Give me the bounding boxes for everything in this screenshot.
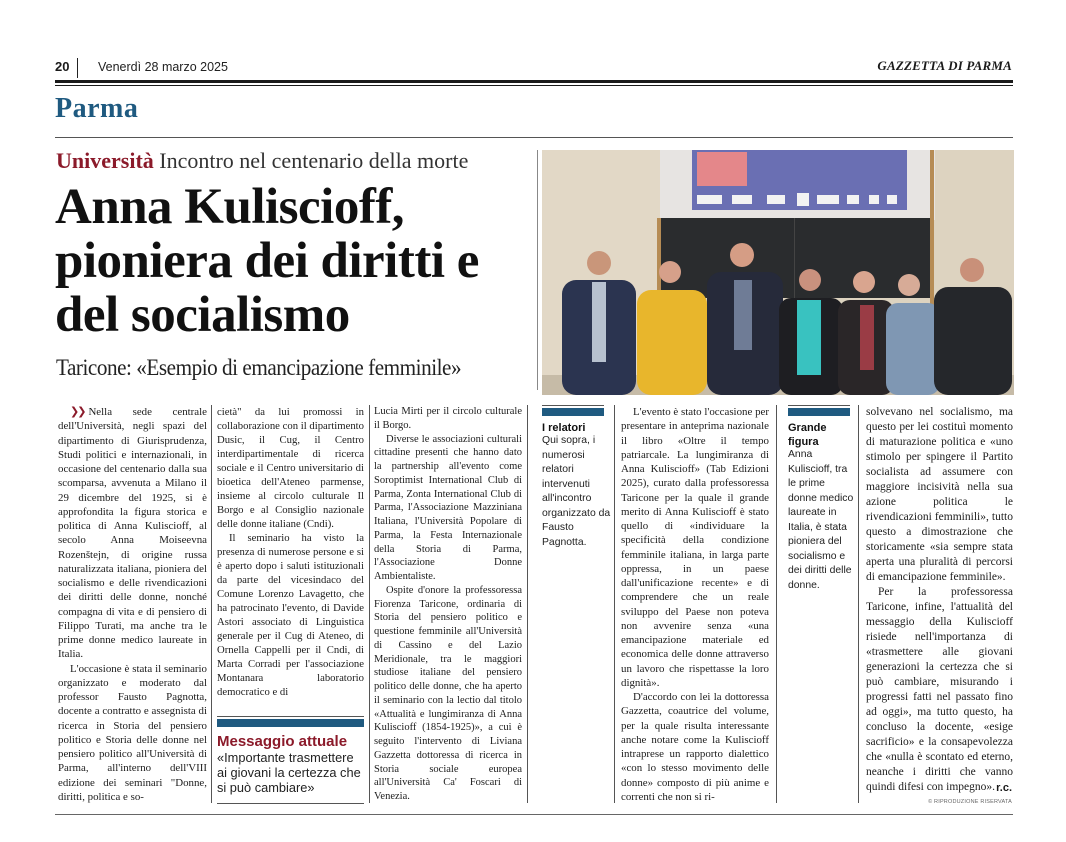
column-divider bbox=[858, 405, 859, 803]
caption-rule bbox=[788, 405, 850, 406]
caption-title: Grande figura bbox=[788, 422, 827, 448]
paragraph: solvevano nel socialismo, ma questo per lei costituì momento di maturazione politica e «uno stimolo per spingere il Partito socialista ad assumere con maggiore incisività nella sua azione politica le rivendicazioni femminili», tutto questo a dimostrazione che storicamente «sia sempre stata aperta una pluralità di percorsi di emancipazione femminile». bbox=[866, 406, 1013, 583]
caption-text: Qui sopra, i numerosi relatori intervenuti all'incontro organizzato da Fausto Pagnotta. bbox=[542, 435, 611, 548]
caption-text: Anna Kuliscioff, tra le prime donne medico laureate in Italia, è stata pioniera del socialismo e dei diritti delle donne. bbox=[788, 449, 854, 591]
kicker-text: Incontro nel centenario della morte bbox=[159, 148, 469, 173]
lead-arrow-icon: ❯❯ bbox=[70, 405, 85, 418]
section-title: Parma bbox=[55, 93, 139, 124]
quote-rule bbox=[217, 803, 364, 804]
paragraph: Per la professoressa Taricone, infine, l'attualità del messaggio della Kuliscioff risiede nell'importanza di «trasmettere alle giovani generazioni la certezza che si può cambiare, misurando i progressi fatti nel passato fino ad oggi», ma tutto questo, ha concluso la docente, «esige sacrificio» e la consapevolezza che «nulla è scontato ed eterno, neanche i diritti che vanno quindi difesi con impegno». bbox=[866, 586, 1013, 793]
article-kicker bbox=[56, 148, 468, 174]
quote-accent-bar bbox=[217, 719, 364, 727]
caption-rule bbox=[542, 405, 604, 406]
paragraph: L'occasione è stata il seminario organizzato e moderato dal professor Fausto Pagnotta, docente a contratto e assegnista di ricerca in Storia del pensiero politico e Storia delle donne nel pensiero politico all'Università di Parma, all'interno dell'VIII edizione dei seminari "Donne, diritti, politica e so- bbox=[58, 662, 207, 803]
author-signature: r.c. bbox=[996, 782, 1012, 794]
article-subhead: Taricone: «Esempio di emancipazione femminile» bbox=[56, 355, 462, 380]
paragraph: ❯❯ Nella sede centrale dell'Università, negli spazi del dipartimento di Giurisprudenza, Studi politici e internazionali, in occasione del centenario dalla sua scomparsa, avvenuta a Milano il 29 dicembre del 1925, si è approfondita la figura storica e politica di Anna Kuliscioff, al secolo Anna Moiseevna Rozenštejn, di origine russa naturalizzata italiana, pioniera del socialismo e delle rivendicazioni dei diritti delle donne, nonché compagna di vita e di pensiero di Filippo Turati, ma anche tra le prime donne medico laureate in Italia. bbox=[58, 405, 207, 661]
page-number-divider bbox=[77, 58, 78, 78]
caption-accent-bar bbox=[788, 408, 850, 416]
copyright-notice: © RIPRODUZIONE RISERVATA bbox=[928, 799, 1012, 805]
column-divider bbox=[369, 405, 370, 803]
page-number: 20 bbox=[55, 59, 70, 74]
paragraph: Lucia Mirti per il circolo culturale il Borgo. bbox=[374, 406, 522, 431]
article-column-2 bbox=[217, 405, 364, 699]
paragraph: Diverse le associazioni culturali cittadine presenti che hanno dato la partnership all'evento come Soroptimist International Club di Parma, Zonta International Club di Parma, l'Associazione Mazziniana Italiana, l'Università Popolare di Parma, la Festa Internazionale della Storia di Parma, l'Associazione Donne Ambientaliste. bbox=[374, 433, 522, 582]
header-rule-thick bbox=[55, 80, 1013, 83]
column-divider bbox=[614, 405, 615, 803]
article-column-1 bbox=[58, 405, 207, 804]
paragraph: Ospite d'onore la professoressa Fiorenza Taricone, ordinaria di Storia del pensiero politico e questione femminile all'Università di Cassino e del Lazio Meridionale, tra le maggiori studiose italiane del pensiero politico delle donne, che ha aperto il seminario con la lectio dal titolo «Attualità e lungimiranza di Anna Kuliscioff (1854-1925)», a cui è seguito l'intervento di Liviana Gazzetta dottoressa di ricerca in Storia sociale europea all'Università Ca' Foscari di Venezia. bbox=[374, 584, 522, 802]
paragraph: L'evento è stato l'occasione per presentare in anteprima nazionale il libro «Oltre il tempo patriarcale. La lungimiranza di Anna Kuliscioff» (Tab Edizioni 2025), curato dalla professoressa Taricone per la quale il grande merito di Anna Kuliscioff è stato quello di «individuare la specificità della condizione femminile italiana, in larga parte oppressa, in un paese dall'unificazione recente» e di comprendere che un reale sviluppo del Paese non poteva non avvenire senza «una emancipazione materiale ed economica delle donne attraverso un lavoro che rispettasse la loro dignità». bbox=[621, 406, 769, 689]
header-rule-thin bbox=[55, 85, 1013, 86]
caption-accent-bar bbox=[542, 408, 604, 416]
paragraph: Il seminario ha visto la presenza di numerose persone e si è aperto dopo i saluti istituzionali da parte del vicesindaco del Comune Lorenzo Lavagetto, che ha patrocinato l'evento, di Davide Astori associato di Linguistica generale per il Cug di Ateneo, di Ornella Cappelli per il Cndi, di Marta Corradi per l'associazione Montanara laboratorio democratico e di bbox=[217, 532, 364, 698]
paragraph: cietà" da lui promossi in collaborazione con il dipartimento Dusic, il Cug, il Centro interdipartimentale di ricerca sociale e il Centro universitario di bioetica dell'Ateneo parmense, insieme al circolo culturale Il Borgo e al Consiglio nazionale delle donne italiane (Cndi). bbox=[217, 406, 364, 530]
article-column-5 bbox=[866, 405, 1013, 795]
pull-quote: «Importante trasmettere ai giovani la certezza che si può cambiare» bbox=[217, 750, 361, 795]
kicker-label: Università bbox=[56, 148, 154, 173]
paragraph: D'accordo con lei la dottoressa Gazzetta, coautrice del volume, per la quale risulta interessante anche notare come la Kuliscioff intraprese un rapporto dialettico «con lo stesso movimento delle donne» composto di più anime e correnti che non si ri- bbox=[621, 691, 769, 803]
section-rule bbox=[55, 137, 1013, 138]
column-divider bbox=[527, 405, 528, 803]
column-divider bbox=[211, 405, 212, 803]
issue-date: Venerdì 28 marzo 2025 bbox=[98, 60, 228, 74]
column-divider bbox=[537, 150, 538, 390]
article-photo bbox=[542, 150, 1014, 395]
article-column-3 bbox=[374, 405, 522, 804]
article-column-4 bbox=[621, 405, 769, 804]
group-photo-illustration bbox=[542, 150, 1014, 395]
caption-title: I relatori bbox=[542, 422, 586, 434]
article-headline: Anna Kuliscioff, pioniera dei diritti e del socialismo bbox=[55, 179, 479, 343]
column-divider bbox=[776, 405, 777, 803]
quote-rule bbox=[217, 716, 364, 717]
newspaper-masthead: GAZZETTA DI PARMA bbox=[877, 58, 1012, 73]
quote-title: Messaggio attuale bbox=[217, 733, 348, 750]
footer-rule bbox=[55, 814, 1013, 815]
